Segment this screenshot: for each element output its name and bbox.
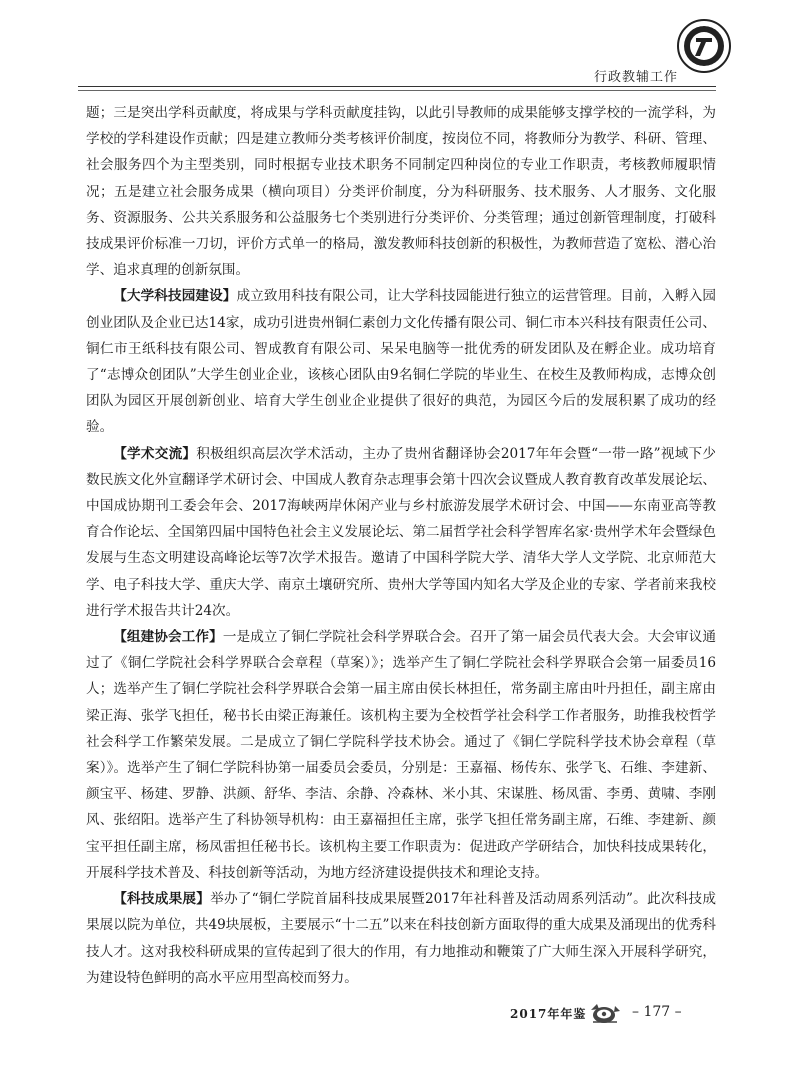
- page-footer: [510, 1000, 730, 1030]
- article-body: [86, 100, 716, 991]
- header-rule: [78, 86, 716, 87]
- university-seal-icon: [676, 18, 732, 74]
- page-number: – 177 –: [632, 1004, 682, 1020]
- header-rule-thin: [78, 90, 716, 91]
- paragraph-label: 【组建协会工作】: [113, 629, 223, 646]
- paragraph-evaluation-reform: [86, 100, 716, 283]
- section-title: 行政教辅工作: [593, 70, 678, 85]
- paragraph-text: 题；三是突出学科贡献度，将成果与学科贡献度挂钩，以此引导教师的成果能够支撑学校的一流学科，为学校的学科建设作贡献；四是建立教师分类考核评价制度，按岗位不同，将教师分为教学、科研、管理、社会服务四个为主型类别，同时根据专业技术职务不同制定四种岗位的专业工作职责，考核教师履职情况；五是建立社会服务成果（横向项目）分类评价制度，分为科研服务、技术服务、人才服务、文化服务、资源服务、公共关系服务和公益服务七个类别进行分类评价、分类管理；通过创新管理制度，打破科技成果评价标准一刀切，评价方式单一的格局，激发教师科技创新的积极性，为教师营造了宽松、潜心治学、追求真理的创新氛围。: [86, 105, 716, 279]
- paragraph-achievement-exhibition: [86, 886, 716, 991]
- paragraph-label: 【学术交流】: [113, 445, 197, 462]
- paragraph-text: 成立致用科技有限公司，让大学科技园能进行独立的运营管理。目前，入孵入园创业团队及企业已达14家，成功引进贵州铜仁素创力文化传播有限公司、铜仁市本兴科技有限责任公司、铜仁市王纸科技有限公司、智成教育有限公司、呆呆电脑等一批优秀的研发团队及在孵企业。成功培育了“志博众创团队”大学生创业企业，该核心团队由9名铜仁学院的毕业生、在校生及教师构成，志博众创团队为园区开展创新创业、培育大学生创业企业提供了很好的典范，为园区今后的发展积累了成功的经验。: [86, 288, 717, 436]
- paragraph-association: [86, 624, 716, 886]
- paragraph-science-park: [86, 283, 716, 440]
- paragraph-text: 一是成立了铜仁学院社会科学界联合会。召开了第一届会员代表大会。大会审议通过了《铜仁学院社会科学界联合会章程（草案）》；选举产生了铜仁学院社会科学界联合会第一届委员16人；选举产生了铜仁学院社会科学界联合会第一届主席由侯长林担任，常务副主席由叶丹担任，副主席由梁正海、张学飞担任，秘书长由梁正海兼任。该机构主要为全校哲学社会科学工作者服务，助推我校哲学社会科学工作繁荣发展。二是成立了铜仁学院科学技术协会。通过了《铜仁学院科学技术协会章程（草案）》。选举产生了铜仁学院科协第一届委员会委员，分别是：王嘉福、杨传东、张学飞、石维、李建新、颜宝平、杨建、罗静、洪颜、舒华、李洁、余静、冷森林、米小其、宋谋胜、杨凤雷、李勇、黄啸、李刚风、张绍阳。选举产生了科协领导机构：由王嘉福担任主席，张学飞担任常务副主席，石维、李建新、颜宝平担任副主席，杨凤雷担任秘书长。该机构主要工作职责为：促进政产学研结合，加快科技成果转化，开展科学技术普及、科技创新等活动，为地方经济建设提供技术和理论支持。: [86, 629, 717, 881]
- page-header: [78, 16, 738, 90]
- paragraph-text: 举办了“铜仁学院首届科技成果展暨2017年社科普及活动周系列活动”。此次科技成果展以院为单位，共49块展板，主要展示“十二五”以来在科技创新方面取得的重大成果及涌现出的优秀科技人才。这对我校科研成果的宣传起到了很大的作用，有力地推动和鞭策了广大师生深入开展科学研究，为建设特色鲜明的高水平应用型高校而努力。: [86, 891, 716, 986]
- yearbook-emblem-icon: [587, 1000, 623, 1026]
- paragraph-label: 【科技成果展】: [113, 891, 211, 908]
- paragraph-academic-exchange: [86, 441, 716, 624]
- paragraph-label: 【大学科技园建设】: [113, 288, 237, 305]
- paragraph-text: 积极组织高层次学术活动，主办了贵州省翻译协会2017年年会暨“一带一路”视域下少数民族文化外宣翻译学术研讨会、中国成人教育杂志理事会第十四次会议暨成人教育教育改革发展论坛、中国成协期刊工委会年会、2017海峡两岸休闲产业与乡村旅游发展学术研讨会、中国——东南亚高等教育合作论坛、全国第四届中国特色社会主义发展论坛、第二届哲学社会科学智库名家·贵州学术年会暨绿色发展与生态文明建设高峰论坛等7次学术报告。邀请了中国科学院大学、清华大学人文学院、北京师范大学、电子科技大学、重庆大学、南京土壤研究所、贵州大学等国内知名大学及企业的专家、学者前来我校进行学术报告共计24次。: [86, 445, 716, 619]
- yearbook-label: 2017年年鉴: [510, 1007, 587, 1021]
